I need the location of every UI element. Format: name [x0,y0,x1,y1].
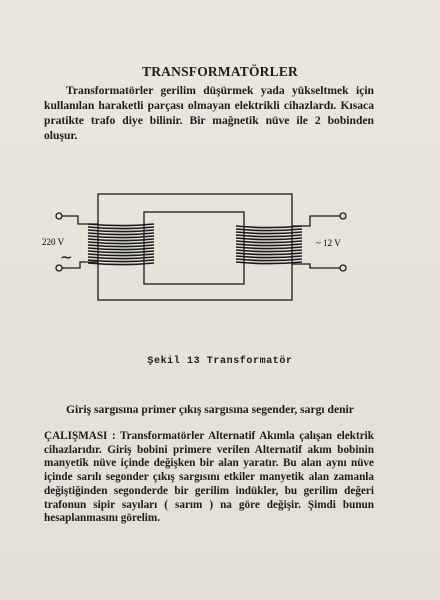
primary-turn [88,224,154,226]
secondary-turn [236,253,302,255]
secondary-turn [236,256,302,258]
primary-turn [88,263,154,265]
secondary-turn [236,250,302,252]
secondary-turn [236,226,302,228]
secondary-turn [236,241,302,243]
output-lead-bottom [292,264,340,268]
primary-turn [88,257,154,259]
primary-turn [88,227,154,229]
transformer-diagram [40,182,400,332]
output-terminal-bottom [340,265,346,271]
secondary-turn [236,235,302,237]
primary-turn [88,254,154,256]
primary-turn [88,233,154,235]
secondary-turn [236,238,302,240]
secondary-turn [236,259,302,261]
secondary-turn [236,232,302,234]
secondary-turn [236,229,302,231]
primary-turn [88,230,154,232]
output-lead-top [292,216,340,226]
primary-turn [88,260,154,262]
input-terminal-top [56,213,62,219]
output-terminal-top [340,213,346,219]
input-voltage-label: 220 V [42,237,65,247]
primary-turn [88,239,154,241]
secondary-turn [236,262,302,264]
windings-sentence: Giriş sargısına primer çıkış sargısına segender, sargı denir [66,403,354,416]
primary-turn [88,236,154,238]
operation-paragraph: ÇALIŞMASI : Transformatörler Alternatif Akımla çalışan elektrik cihazlarıdır. Giriş bobini primere verilen Alternatif akım bobinin manyetik nüve içinde değişken bir alan yaratır. Bu alan aynı nüve içinde sarılı segonder çıkış sargısını etkiler manyetik alan zamanla değiştiğinden segonderde bir gerilim indükler, bu gerilim değeri trafonun sipir sayıları ( sarım ) na göre değişir. Şimdi bunun hesaplanmasını görelim. [44,430,374,525]
primary-turn [88,248,154,250]
figure-caption: Şekil 13 Transformatör [147,356,293,367]
intro-paragraph: Transformatörler gerilim düşürmek yada yükseltmek için kullanılan haraketli parçası olmayan elektrikli cihazlardı. Kısaca pratikte trafo diye bilinir. Bir mağnetik nüve ile 2 bobinden oluşur. [44,84,374,142]
page-title: TRANSFORMATÖRLER [142,64,298,79]
primary-turn [88,242,154,244]
ac-symbol: ~ [60,248,73,266]
secondary-turn [236,244,302,246]
core-window [144,212,244,284]
primary-turn [88,251,154,253]
secondary-turn [236,247,302,249]
output-voltage-label: ~ 12 V [316,238,341,248]
primary-turn [88,245,154,247]
input-lead-top [62,216,98,224]
